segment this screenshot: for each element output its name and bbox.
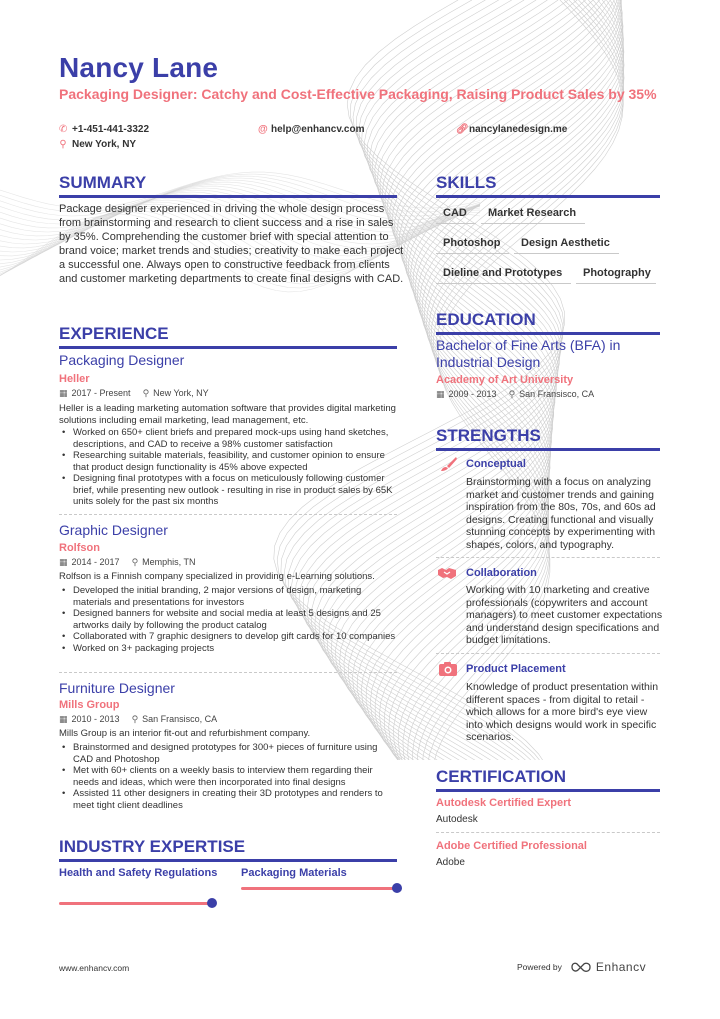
experience-heading: EXPERIENCE xyxy=(59,324,397,349)
summary-heading: SUMMARY xyxy=(59,173,397,198)
job-bullets xyxy=(59,742,399,811)
certification-org: Autodesk xyxy=(436,814,478,825)
divider xyxy=(59,514,397,515)
calendar-icon: ▦ xyxy=(436,389,445,399)
strengths-heading: STRENGTHS xyxy=(436,426,660,451)
list-item: • Brainstormed and designed prototypes for 300+ pieces of furniture using CAD and Photoshop xyxy=(59,742,399,765)
strength-description: Knowledge of product presentation within different spaces - from digital to retail - which allows for a more bird's eye view into which designs would work in specific scenarios. xyxy=(466,681,659,743)
education-meta: ▦ 2009 - 2013 ⚲ San Fransisco, CA xyxy=(436,389,595,399)
camera-icon xyxy=(438,661,458,677)
job-meta: ▦ 2014 - 2017 ⚲ Memphis, TN xyxy=(59,557,196,567)
candidate-title: Packaging Designer: Catchy and Cost-Effective Packaging, Raising Product Sales by 35% xyxy=(59,86,657,102)
footer-site-link[interactable]: www.enhancv.com xyxy=(59,963,130,973)
location-pin-icon: ⚲ xyxy=(508,389,516,399)
industry-progress-handle xyxy=(392,883,402,893)
job-description: Mills Group is an interior fit-out and refurbishment company. xyxy=(59,728,311,739)
job-company: Mills Group xyxy=(59,699,120,711)
contact-location: ⚲ New York, NY xyxy=(59,139,137,150)
certification-name: Adobe Certified Professional xyxy=(436,840,587,852)
summary-text: Package designer experienced in driving the whole design process from brainstorming and research to client success and a rise in sales by 35%. Comprehending the customer brief with special attention to brand voice; market trends and studies; creativity to make each project a successful one. Always open to constructive feedback from clients and customer marketing departments to create final designs with CAD. xyxy=(59,203,404,285)
job-description: Heller is a leading marketing automation software that provides digital marketing solutions including email marketing, lead management, etc. xyxy=(59,403,396,426)
divider xyxy=(59,672,397,673)
industry-progress-bar xyxy=(59,902,212,905)
education-heading: EDUCATION xyxy=(436,310,660,335)
certification-heading: CERTIFICATION xyxy=(436,767,660,792)
job-meta: ▦ 2010 - 2013 ⚲ San Fransisco, CA xyxy=(59,714,218,724)
industry-progress-bar xyxy=(241,887,397,890)
job-company: Rolfson xyxy=(59,542,100,554)
list-item: • Developed the initial branding, 2 major versions of design, marketing materials and presentations for investors xyxy=(59,585,399,608)
divider xyxy=(436,832,660,833)
contact-email[interactable]: @ help@enhancv.com xyxy=(258,124,365,135)
job-company: Heller xyxy=(59,373,90,385)
list-item: • Researching suitable materials, feasibility, and customer opinion to ensure that product design functionality is 45% above expected xyxy=(59,450,399,473)
skill-tag: Market Research xyxy=(481,207,585,224)
skill-tag: CAD xyxy=(436,207,476,224)
skill-tag: Design Aesthetic xyxy=(514,237,619,254)
contact-phone: ✆ +1-451-441-3322 xyxy=(59,124,150,135)
job-title: Graphic Designer xyxy=(59,522,168,538)
skill-tag: Photography xyxy=(576,267,656,284)
enhancv-logo-icon xyxy=(570,961,592,973)
industry-item-label: Health and Safety Regulations xyxy=(59,867,218,879)
handshake-icon xyxy=(437,565,457,581)
phone-icon: ✆ xyxy=(59,124,68,135)
divider xyxy=(436,653,660,654)
education-degree: Bachelor of Fine Arts (BFA) in Industrial Design xyxy=(436,337,621,370)
industry-heading: INDUSTRY EXPERTISE xyxy=(59,837,397,862)
calendar-icon: ▦ xyxy=(59,388,68,398)
skill-tag: Dieline and Prototypes xyxy=(436,267,571,284)
link-icon: 🔗︎ xyxy=(456,124,469,135)
strength-title: Collaboration xyxy=(466,567,537,579)
industry-item-label: Packaging Materials xyxy=(241,867,347,879)
strength-title: Product Placement xyxy=(466,663,566,675)
job-title: Furniture Designer xyxy=(59,680,175,696)
location-pin-icon: ⚲ xyxy=(59,139,67,150)
footer-powered-by: Powered by Enhancv xyxy=(517,960,647,974)
industry-progress-handle xyxy=(207,898,217,908)
location-pin-icon: ⚲ xyxy=(131,557,139,567)
job-meta: ▦ 2017 - Present ⚲ New York, NY xyxy=(59,388,209,398)
certification-org: Adobe xyxy=(436,857,465,868)
skill-tag: Photoshop xyxy=(436,237,509,254)
contact-website[interactable]: 🔗︎ nancylanedesign.me xyxy=(456,124,568,135)
calendar-icon: ▦ xyxy=(59,557,68,567)
divider xyxy=(436,557,660,558)
job-bullets xyxy=(59,427,399,508)
location-pin-icon: ⚲ xyxy=(142,388,150,398)
list-item: • Designed banners for website and social media at least 5 designs and 25 artworks daily by following the product catalog xyxy=(59,608,399,631)
at-icon: @ xyxy=(258,124,268,135)
enhancv-logo[interactable]: Enhancv xyxy=(570,960,646,974)
list-item: • Worked on 3+ packaging projects xyxy=(59,643,399,655)
job-title: Packaging Designer xyxy=(59,352,185,368)
job-bullets xyxy=(59,585,399,654)
list-item: • Designing final prototypes with a focus on meticulously following customer brief, while presenting new outlook - resulting in rise in product sales by 65K units solely for the past six months xyxy=(59,473,399,508)
list-item: • Collaborated with 7 graphic designers to develop gift cards for 10 companies xyxy=(59,631,399,643)
brush-icon xyxy=(438,456,458,472)
certification-name: Autodesk Certified Expert xyxy=(436,797,572,809)
education-school: Academy of Art University xyxy=(436,374,574,386)
location-pin-icon: ⚲ xyxy=(131,714,139,724)
candidate-name: Nancy Lane xyxy=(59,52,219,83)
calendar-icon: ▦ xyxy=(59,714,68,724)
strength-title: Conceptual xyxy=(466,458,526,470)
strength-description: Brainstorming with a focus on analyzing market and customer trends and gaining inspiration from the 80s, 70s, and 60s ad designs. Creating functional and visually stunning concepts by experimenting with shapes, colors, and typography. xyxy=(466,476,656,551)
skills-heading: SKILLS xyxy=(436,173,660,198)
list-item: • Assisted 11 other designers in creating their 3D prototypes and renders to meet tight client deadlines xyxy=(59,788,399,811)
strength-description: Working with 10 marketing and creative professionals (copywriters and account managers) to meet customer expectations and understand design specifications and budget limitations. xyxy=(466,584,663,646)
list-item: • Worked on 650+ client briefs and prepared mock-ups using hand sketches, descriptions, and CAD to receive a 98% customer satisfaction xyxy=(59,427,399,450)
list-item: • Met with 60+ clients on a weekly basis to interview them regarding their needs and ideas, which were then incorporated into final designs xyxy=(59,765,399,788)
job-description: Rolfson is a Finnish company specialized in providing e-Learning solutions. xyxy=(59,571,375,582)
